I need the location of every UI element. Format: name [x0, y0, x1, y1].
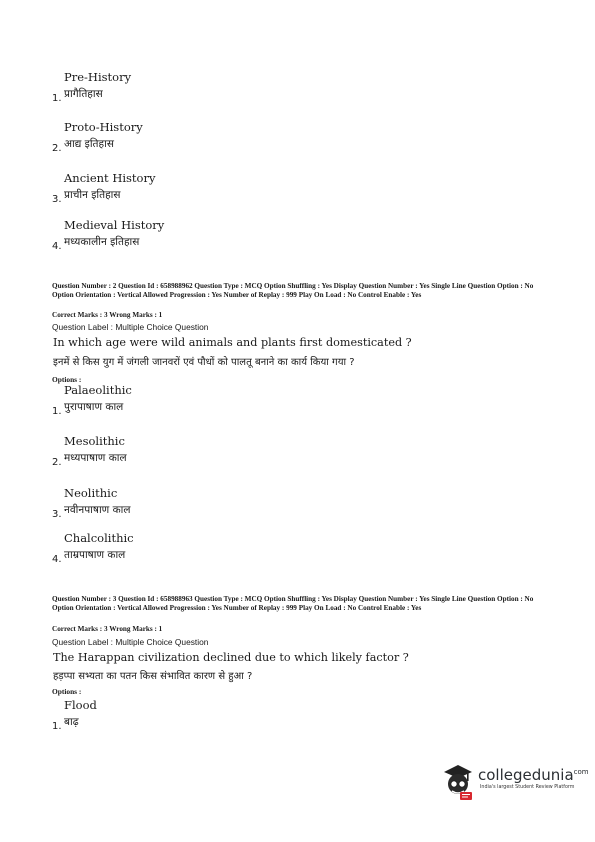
q3-meta: Question Number : 3 Question Id : 658988963 Question Type : MCQ Option Shuffling : Yes Display Question Number : Yes Single Line Question Option : No Option Orientation : Vertical Allowed Progression : Yes Number of Replay : 999 Play On Load : No Control Enable : Yes — [52, 595, 534, 612]
option-number: 4. — [52, 241, 62, 252]
option-number: 3. — [52, 509, 62, 520]
q2-options-label: Options : — [52, 375, 82, 384]
collegedunia-logo — [440, 762, 590, 810]
option-text-en: Pre-History — [64, 70, 132, 84]
option-text-en: Mesolithic — [64, 434, 125, 448]
q3-label: Question Label : Multiple Choice Question — [52, 637, 209, 647]
q2-text-hi: इनमें से किस युग में जंगली जानवरों एवं पौधों को पालतू बनाने का कार्य किया गया ? — [53, 357, 355, 368]
option-text-hi: प्राचीन इतिहास — [64, 189, 121, 201]
option-number: 3. — [52, 194, 62, 205]
brand-tagline: India's largest Student Review Platform — [480, 785, 575, 790]
option-text-en: Chalcolithic — [64, 531, 134, 545]
option-text-hi: नवीनपाषाण काल — [64, 504, 131, 516]
option-text-en: Neolithic — [64, 486, 118, 500]
q2-marks: Correct Marks : 3 Wrong Marks : 1 — [52, 311, 163, 319]
option-number: 2. — [52, 143, 62, 154]
brand-suffix: com — [573, 768, 589, 776]
option-number: 4. — [52, 554, 62, 565]
option-text-en: Medieval History — [64, 218, 165, 232]
option-number: 1. — [52, 93, 62, 104]
option-text-en: Flood — [64, 698, 97, 712]
q2-meta: Question Number : 2 Question Id : 658988962 Question Type : MCQ Option Shuffling : Yes Display Question Number : Yes Single Line Question Option : No Option Orientation : Vertical Allowed Progression : Yes Number of Replay : 999 Play On Load : No Control Enable : Yes — [52, 282, 534, 299]
q2-text-en: In which age were wild animals and plants first domesticated ? — [53, 336, 412, 349]
brand-name: collegedunia$^{com}$ — [478, 766, 589, 784]
option-text-en: Proto-History — [64, 120, 143, 134]
option-text-hi: मध्यपाषाण काल — [64, 452, 127, 464]
option-text-hi: प्रागैतिहास — [64, 88, 103, 100]
option-text-hi: बाढ़ — [64, 716, 79, 728]
option-number: 1. — [52, 721, 62, 732]
q2-label: Question Label : Multiple Choice Question — [52, 322, 209, 332]
option-text-hi: मध्यकालीन इतिहास — [64, 236, 140, 248]
option-number: 2. — [52, 457, 62, 468]
option-text-en: Ancient History — [64, 171, 156, 185]
option-text-hi: पुरापाषाण काल — [64, 401, 124, 413]
option-number: 1. — [52, 406, 62, 417]
q3-text-hi: हड़प्पा सभ्यता का पतन किस संभावित कारण से हुआ ? — [53, 671, 253, 682]
option-text-hi: आद्य इतिहास — [64, 138, 114, 150]
option-text-hi: ताम्रपाषाण काल — [64, 549, 126, 561]
mascot-icon — [440, 762, 476, 802]
q3-text-en: The Harappan civilization declined due to which likely factor ? — [53, 651, 409, 664]
q3-marks: Correct Marks : 3 Wrong Marks : 1 — [52, 625, 163, 633]
option-text-en: Palaeolithic — [64, 383, 132, 397]
q3-options-label: Options : — [52, 687, 82, 696]
